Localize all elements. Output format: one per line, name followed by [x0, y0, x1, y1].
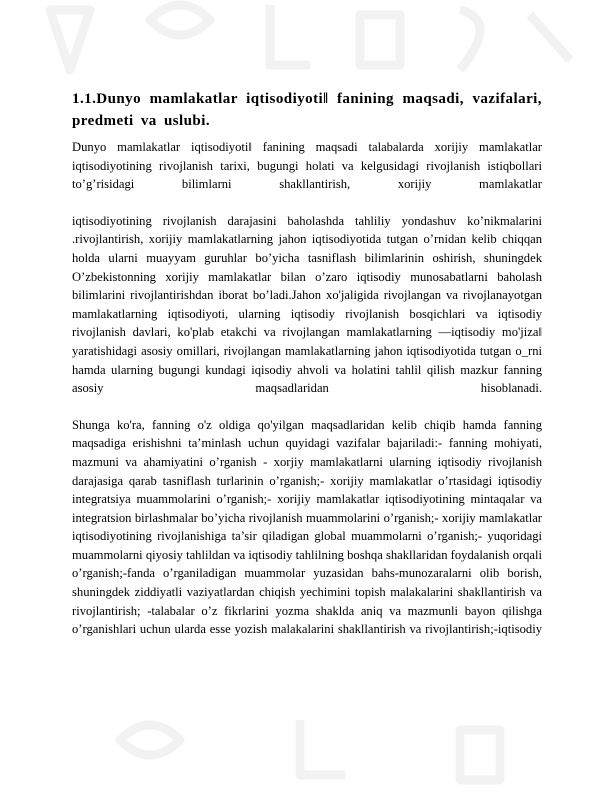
paragraph-spacer: [72, 194, 542, 212]
paragraph-spacer: [72, 398, 542, 416]
paragraph-intro: Dunyo mamlakatlar iqtisodiyoti‖ fanining maqsadi talabalarda xorijiy mamlakatlar iqtisodiyotining rivojlanish tarixi, bugungi holati va kelgusidagi rivojlanish istiqbollari to’g’risidagi bilimlarni shakllantirish, xorijiy mamlakatlar: [72, 140, 542, 192]
paragraph-tasks: Shunga ko'ra, fanning o'z oldiga qo'yilgan maqsadlaridan kelib chiqib hamda fanning maqsadiga erishishni ta’minlash uchun quyidagi vazifalar bajariladi:- fanning mohiyati, mazmuni va ahamiyatini o’rganish - xorjiy mamlakatlarni ularning iqtisodiy rivojlanish darajasiga qarab tasniflash turlarinin o’rganish;- xorijiy mamlakatlar o’rtasidagi iqtisodiy integratsiya muammolarini o’rganish;- xorijiy mamlakatlar iqtisodiyotining mintaqalar va integratsion birlashmalar bo’yicha rivojlanish muammolarini o’rganish;- xorijiy mamlakatlar iqtisodiyotining rivojlanishiga ta’sir qiladigan global muammolarni o’rganish;- yuqoridagi muammolarni qiyosiy tahlildan va iqtisodiy tahlilning boshqa shakllaridan foydalanish orqali o’rganish;-fanda o’rganiladigan muammolar yuzasidan bahs-munozaralarni olib borish, shuningdek ziddiyatli vaziyatlardan chiqish yechimini topish malakalarini shakllantirish va rivojlantirish; -talabalar o’z fikrlarini yozma shaklda aniq va mazmunli bayon qilishga o’rganishlari uchun ularda esse yozish malakalarini shakllantirish va rivojlantirish;-iqtisodiy: [72, 417, 542, 637]
document-body: [72, 88, 542, 639]
section-heading: 1.1.Dunyo mamlakatlar iqtisodiyoti‖ fanining maqsadi, vazifalari, predmeti va uslubi.: [72, 91, 542, 129]
paragraph-analysis: iqtisodiyotining rivojlanish darajasini baholashda tahliliy yondashuv ko’nikmalarini .rivojlantirish, xorijiy mamlakatlarning jahon iqtisodiyotida tutgan o’rnidan kelib chiqqan holda ularni muayyam guruhlar bo’yicha tasniflash bilimlarinin oshirish, shuningdek O’zbekistonning xorijiy mamlakatlar bilan o’zaro iqtisodiy munosabatlarni baholash bilimlarini rivojlantirishdan iborat bo’ladi.Jahon xo'jaligida rivojlangan va rivojlanayotgan mamlakatlarning iqtisodiyoti, ularning iqtisodiy rivojlanish bosqichlari va iqtisodiy rivojlanish davlari, ko'plab etakchi va rivojlangan mamlakatlarning ―iqtisodiy mo'jiza‖ yaratishidagi asosiy omillari, rivojlangan mamlakatlarning jahon iqtisodiyotida tutgan o_rni hamda ularning bugungi kundagi iqisodiy ahvoli va holatini tahlil qilish mazkur fanning asosiy maqsadlaridan hisoblanadi.: [72, 213, 542, 396]
